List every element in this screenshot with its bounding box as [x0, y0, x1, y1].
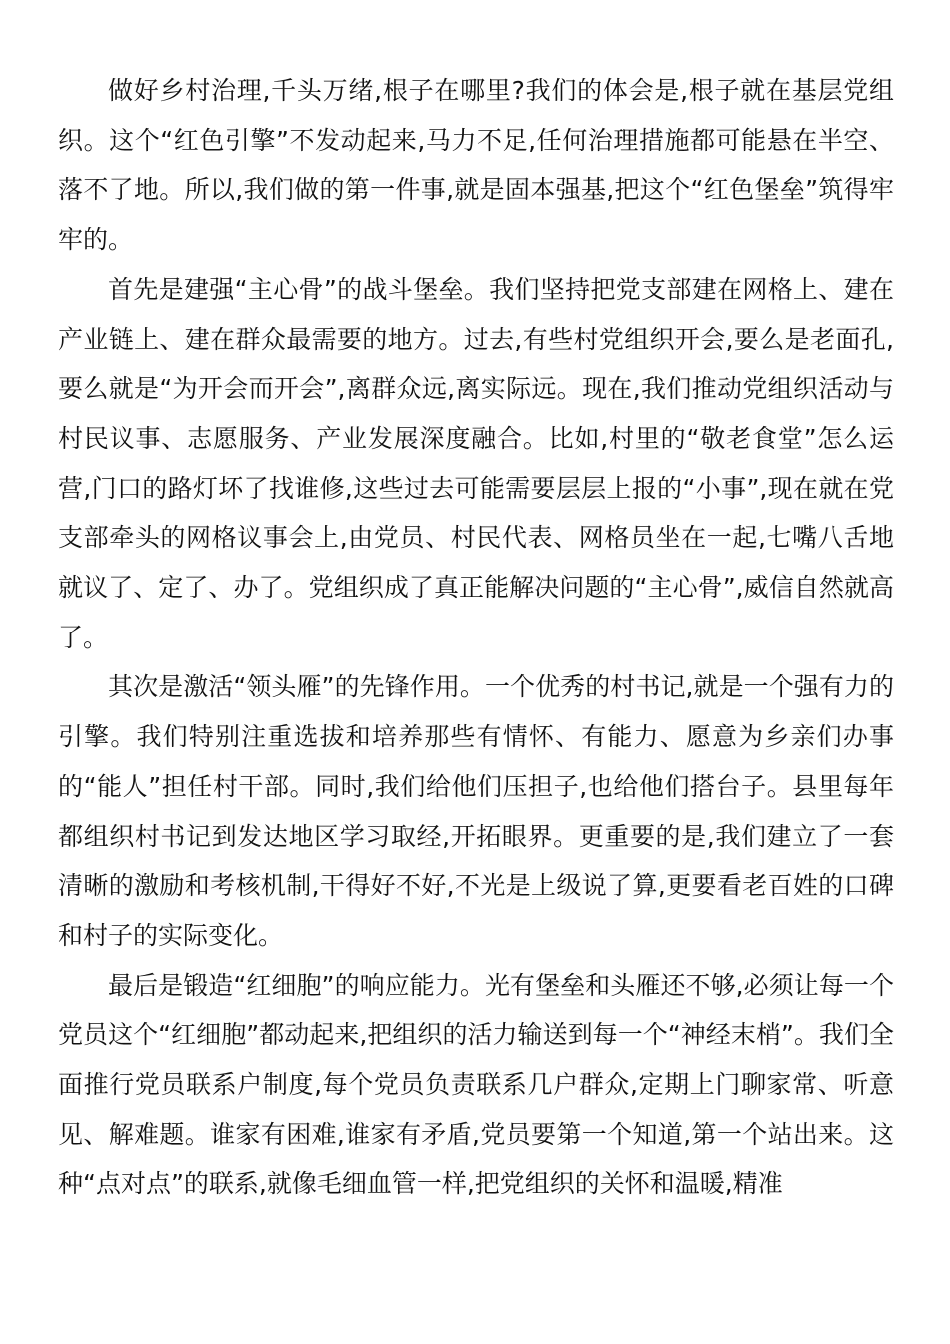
paragraph-2: 首先是建强“主心骨”的战斗堡垒。我们坚持把党支部建在网格上、建在产业链上、建在群众最需要的地方。过去,有些村党组织开会,要么是老面孔,要么就是“为开会而开会”,离群众远,离实际远。现在,我们推动党组织活动与村民议事、志愿服务、产业发展深度融合。比如,村里的“敬老食堂”怎么运营,门口的路灯坏了找谁修,这些过去可能需要层层上报的“小事”,现在就在党支部牵头的网格议事会上,由党员、村民代表、网格员坐在一起,七嘴八舌地就议了、定了、办了。党组织成了真正能解决问题的“主心骨”,威信自然就高了。 — [58, 274, 894, 652]
paragraph-4: 最后是锻造“红细胞”的响应能力。光有堡垒和头雁还不够,必须让每一个党员这个“红细胞”都动起来,把组织的活力输送到每一个“神经末梢”。我们全面推行党员联系户制度,每个党员负责联系几户群众,定期上门聊家常、听意见、解难题。谁家有困难,谁家有矛盾,党员要第一个知道,第一个站出来。这种“点对点”的联系,就像毛细血管一样,把党组织的关怀和温暖,精准 — [58, 970, 894, 1199]
paragraph-3: 其次是激活“领头雁”的先锋作用。一个优秀的村书记,就是一个强有力的引擎。我们特别注重选拔和培养那些有情怀、有能力、愿意为乡亲们办事的“能人”担任村干部。同时,我们给他们压担子,也给他们搭台子。县里每年都组织村书记到发达地区学习取经,开拓眼界。更重要的是,我们建立了一套清晰的激励和考核机制,干得好不好,不光是上级说了算,更要看老百姓的口碑和村子的实际变化。 — [58, 672, 894, 950]
paragraph-1: 做好乡村治理,千头万绪,根子在哪里?我们的体会是,根子就在基层党组织。这个“红色引擎”不发动起来,马力不足,任何治理措施都可能悬在半空、落不了地。所以,我们做的第一件事,就是固本强基,把这个“红色堡垒”筑得牢牢的。 — [58, 76, 894, 255]
document-body — [58, 66, 894, 1209]
